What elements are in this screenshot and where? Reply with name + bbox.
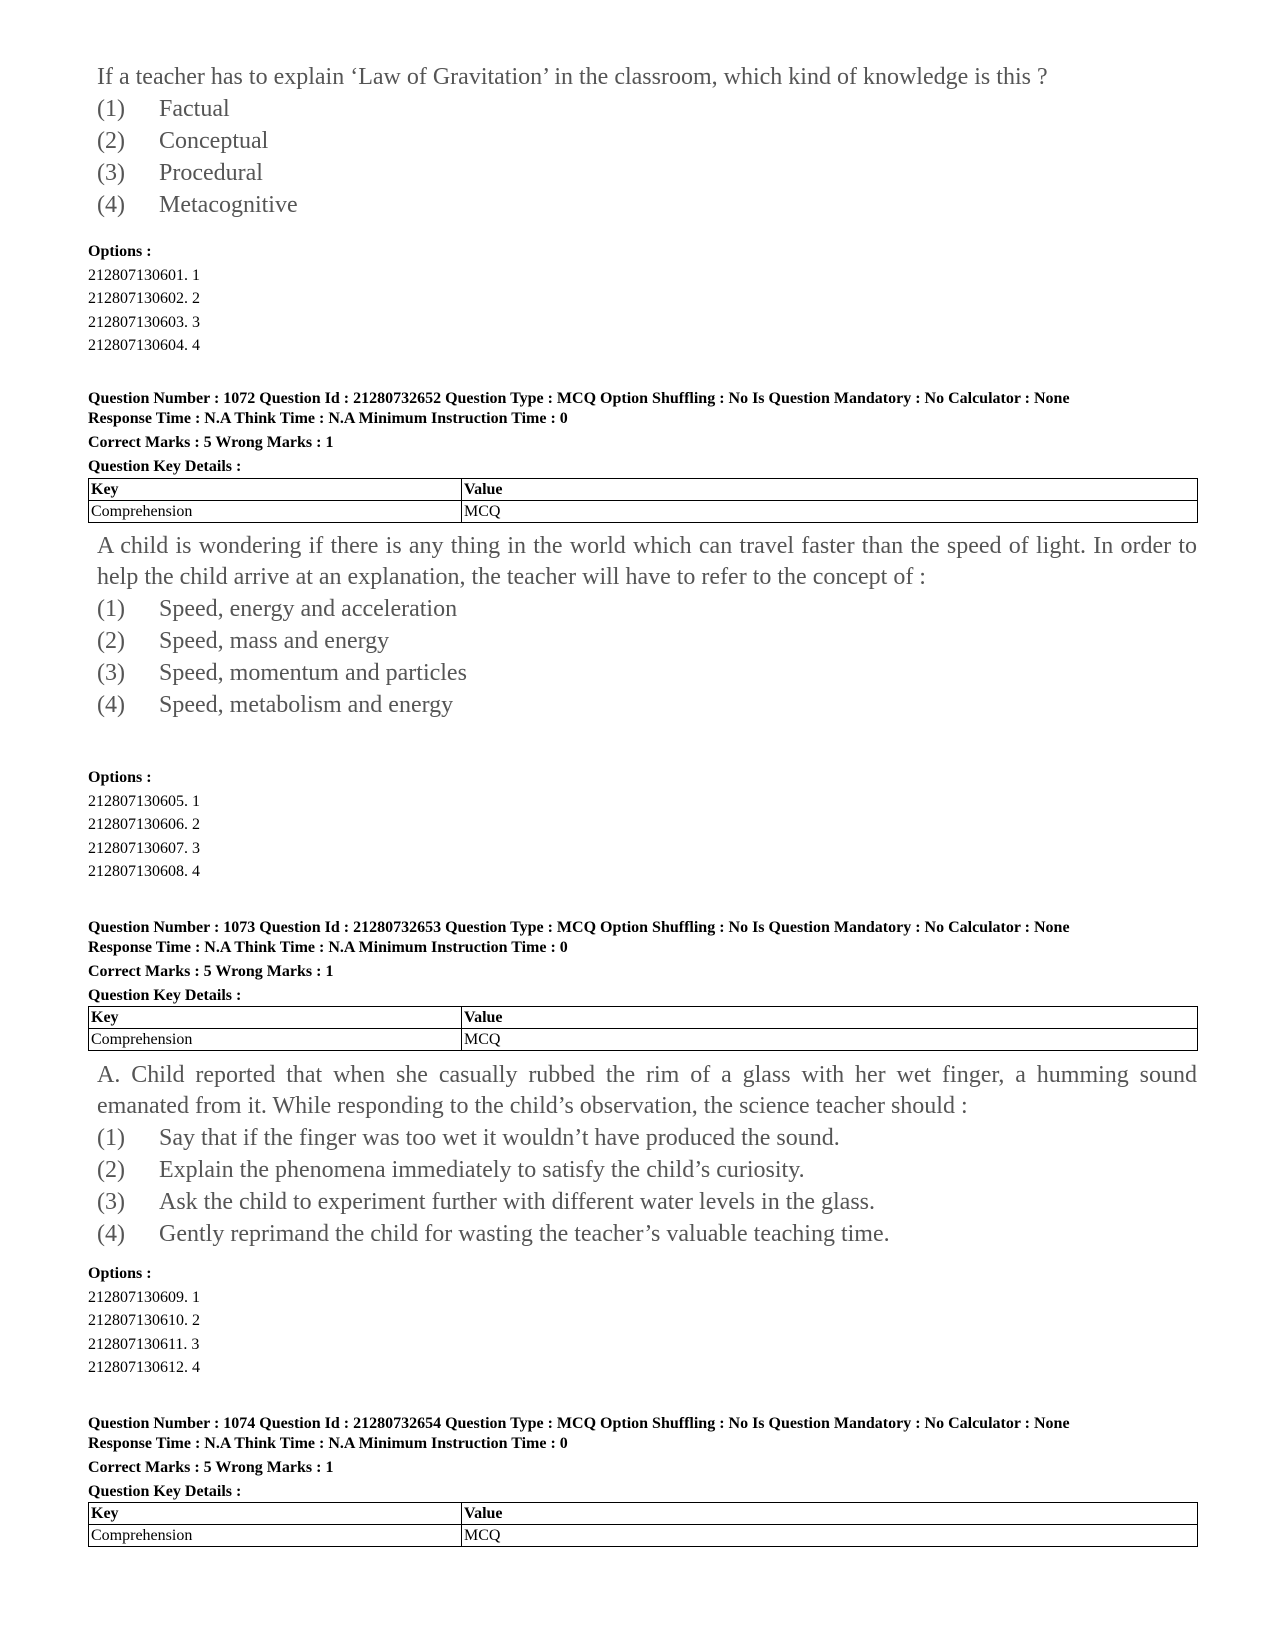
table-cell-value: MCQ (462, 501, 1198, 523)
table-header-value: Value (462, 479, 1198, 501)
meta-line-2: Response Time : N.A Think Time : N.A Minimum Instruction Time : 0 (88, 409, 568, 427)
option-item: 212807130608. 4 (88, 863, 200, 880)
question-stem: If a teacher has to explain ‘Law of Gravitation’ in the classroom, which kind of knowledge is this ? (97, 64, 1048, 90)
choice-4: (4) Metacognitive (97, 192, 298, 218)
question-1072-meta (88, 389, 1198, 478)
table-header-value: Value (462, 1503, 1198, 1525)
meta-line-1: Question Number : 1072 Question Id : 21280732652 Question Type : MCQ Option Shuffling : No Is Question Mandatory : No Calculator : None (88, 390, 1070, 407)
marks-line: Correct Marks : 5 Wrong Marks : 1 (88, 1459, 334, 1476)
options-list-1071 (88, 240, 200, 358)
choice-3: (3) Procedural (97, 160, 263, 186)
key-details-table-1073 (88, 1006, 1198, 1051)
options-list-1072 (88, 766, 200, 884)
meta-line-1: Question Number : 1073 Question Id : 21280732653 Question Type : MCQ Option Shuffling : No Is Question Mandatory : No Calculator : None (88, 919, 1070, 936)
table-header-key: Key (89, 479, 462, 501)
option-item: 212807130606. 2 (88, 816, 200, 833)
key-details-table-1074 (88, 1502, 1198, 1547)
option-item: 212807130603. 3 (88, 313, 200, 331)
question-1073-image (97, 1060, 1197, 1250)
options-label: Options : (88, 769, 152, 786)
option-item: 212807130601. 1 (88, 266, 200, 284)
question-1073-meta (88, 918, 1198, 1007)
choice-3: (3) Speed, momentum and particles (97, 660, 467, 686)
table-cell-value: MCQ (462, 1029, 1198, 1051)
choice-3: (3) Ask the child to experiment further with different water levels in the glass. (97, 1189, 876, 1215)
option-item: 212807130611. 3 (88, 1335, 200, 1353)
key-details-label: Question Key Details : (88, 457, 242, 475)
table-header-value: Value (462, 1007, 1198, 1029)
table-header-key: Key (89, 1007, 462, 1029)
question-stem: A. Child reported that when she casually rubbed the rim of a glass with her wet finger, a humming sound emanated from it. While responding to the child’s observation, the science teacher should : (97, 1062, 1197, 1119)
question-1074-meta (88, 1414, 1198, 1503)
key-details-label: Question Key Details : (88, 986, 242, 1004)
choice-1: (1) Say that if the finger was too wet it wouldn’t have produced the sound. (97, 1125, 840, 1151)
choice-2: (2) Speed, mass and energy (97, 628, 390, 654)
options-label: Options : (88, 243, 152, 260)
meta-line-2: Response Time : N.A Think Time : N.A Minimum Instruction Time : 0 (88, 1434, 568, 1452)
table-cell-key: Comprehension (89, 1525, 462, 1547)
table-cell-key: Comprehension (89, 501, 462, 523)
marks-line: Correct Marks : 5 Wrong Marks : 1 (88, 434, 334, 451)
option-item: 212807130612. 4 (88, 1359, 200, 1376)
option-item: 212807130602. 2 (88, 290, 200, 307)
key-details-table-1072 (88, 478, 1198, 523)
option-item: 212807130609. 1 (88, 1288, 200, 1306)
choice-4: (4) Gently reprimand the child for wasting the teacher’s valuable teaching time. (97, 1221, 890, 1247)
choice-1: (1) Speed, energy and acceleration (97, 596, 458, 622)
table-cell-value: MCQ (462, 1525, 1198, 1547)
key-details-label: Question Key Details : (88, 1482, 242, 1500)
option-item: 212807130610. 2 (88, 1312, 200, 1329)
question-1072-image (97, 531, 1197, 721)
marks-line: Correct Marks : 5 Wrong Marks : 1 (88, 963, 334, 980)
choice-2: (2) Conceptual (97, 128, 269, 154)
choice-4: (4) Speed, metabolism and energy (97, 692, 454, 718)
option-item: 212807130605. 1 (88, 792, 200, 810)
question-stem: A child is wondering if there is any thing in the world which can travel faster than the speed of light. In order to help the child arrive at an explanation, the teacher will have to refer to the concept of : (97, 533, 1197, 590)
options-label: Options : (88, 1265, 152, 1282)
choice-2: (2) Explain the phenomena immediately to satisfy the child’s curiosity. (97, 1157, 805, 1183)
option-item: 212807130607. 3 (88, 839, 200, 857)
meta-line-1: Question Number : 1074 Question Id : 21280732654 Question Type : MCQ Option Shuffling : No Is Question Mandatory : No Calculator : None (88, 1415, 1070, 1432)
meta-line-2: Response Time : N.A Think Time : N.A Minimum Instruction Time : 0 (88, 938, 568, 956)
question-1071-image (97, 62, 1197, 221)
table-cell-key: Comprehension (89, 1029, 462, 1051)
options-list-1073 (88, 1262, 200, 1380)
option-item: 212807130604. 4 (88, 337, 200, 354)
choice-1: (1) Factual (97, 96, 230, 122)
table-header-key: Key (89, 1503, 462, 1525)
